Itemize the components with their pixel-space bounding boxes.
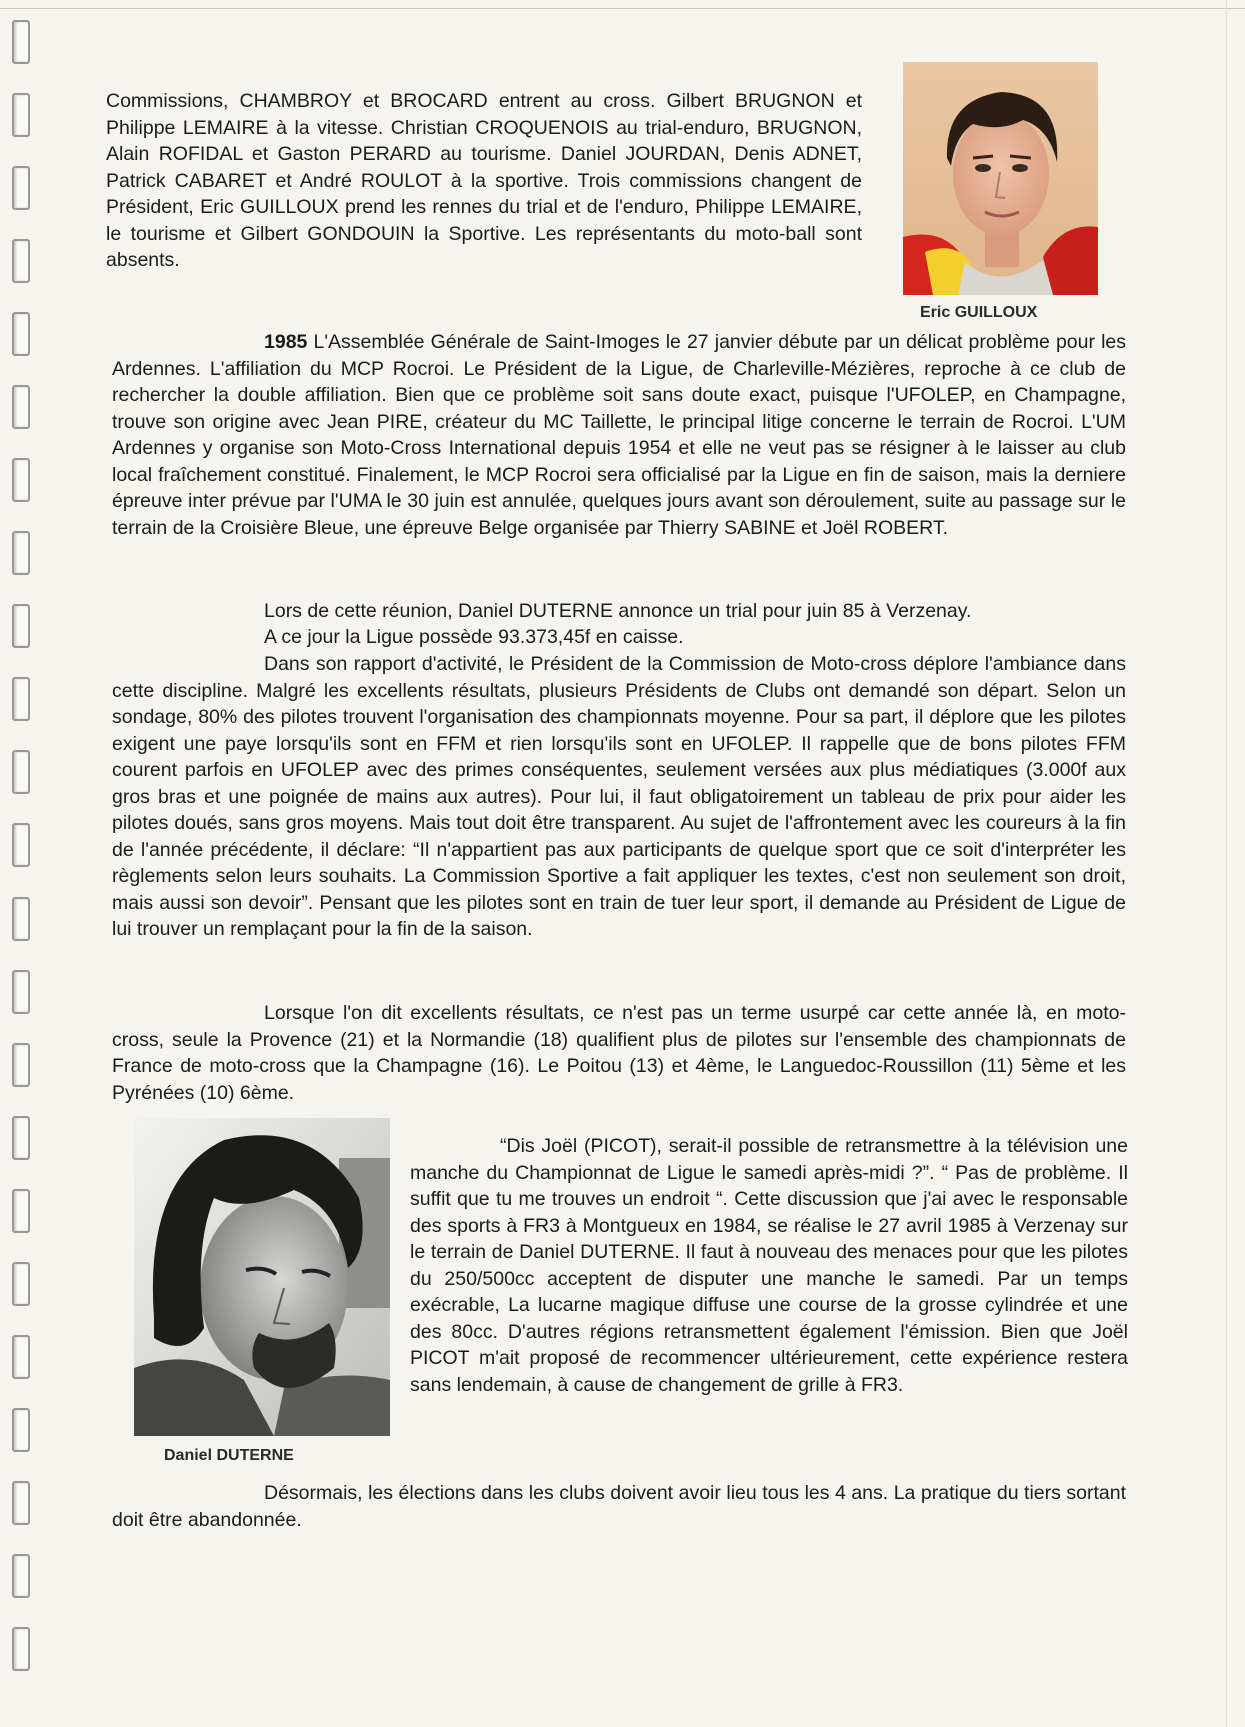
portrait-photo-daniel-duterne	[134, 1118, 390, 1436]
top-edge-line	[0, 8, 1245, 9]
paragraph-elections-clubs: Désormais, les élections dans les clubs doivent avoir lieu tous les 4 ans. La pratique du tiers sortant doit être abandonnée.	[112, 1482, 1126, 1531]
binding-hole	[12, 1335, 30, 1379]
binding-hole	[12, 166, 30, 210]
photo-caption-eric-guilloux: Eric GUILLOUX	[920, 304, 1038, 321]
binding-hole	[12, 20, 30, 64]
binding-hole	[12, 897, 30, 941]
binding-hole	[12, 750, 30, 794]
binding-hole	[12, 1262, 30, 1306]
year-1985: 1985	[264, 331, 308, 353]
binding-hole	[12, 458, 30, 502]
section-1985-text: L'Assemblée Générale de Saint-Imoges le 27 janvier débute par un délicat problème pour les Ardennes. L'affiliation du MCP Rocroi. Le Président de la Ligue, de Charleville-Mézières, reproche à ce club de rechercher la double affiliation. Bien que ce problème soit sans doute exact, puisque l'UFOLEP, en Champagne, trouve son origine avec Jean PIRE, créateur du MC Taillette, le principal litige concerne le terrain de Rocroi. L'UM Ardennes y organise son Moto-Cross International depuis 1954 et elle ne veut pas se résigner à le laisser au club local fraîchement constitué. Finalement, le MCP Rocroi sera officialisé par la Ligue en fin de saison, mais la derniere épreuve inter prévue par l'UMA le 30 juin est annulée, quelques jours avant son déroulement, suite au passage sur le terrain de la Croisière Bleue, une épreuve Belge organisée par Thierry SABINE et Joël ROBERT.	[112, 331, 1126, 539]
binding-hole	[12, 1408, 30, 1452]
photo-caption-daniel-duterne: Daniel DUTERNE	[164, 1447, 294, 1464]
binding-hole	[12, 1481, 30, 1525]
binding-hole	[12, 1189, 30, 1233]
section-1985-paragraph	[112, 329, 1126, 541]
binding-hole	[12, 1116, 30, 1160]
binding-hole	[12, 1043, 30, 1087]
binding-hole	[12, 93, 30, 137]
binding-hole	[12, 677, 30, 721]
ring-binding	[12, 20, 36, 1720]
binding-hole	[12, 239, 30, 283]
binding-hole	[12, 604, 30, 648]
binding-hole	[12, 312, 30, 356]
paragraph-trial-announcement: Lors de cette réunion, Daniel DUTERNE annonce un trial pour juin 85 à Verzenay.	[264, 600, 972, 622]
binding-hole	[12, 970, 30, 1014]
binding-hole	[12, 385, 30, 429]
paragraph-excellents-resultats: Lorsque l'on dit excellents résultats, ce n'est pas un terme usurpé car cette année là, en moto-cross, seule la Provence (21) et la Normandie (18) qualifient plus de pilotes sur l'ensemble des championnats de France de moto-cross que la Champagne (16). Le Poitou (13) et 4ème, le Languedoc-Roussillon (11) 5ème et les Pyrénées (10) 6ème.	[112, 1002, 1126, 1104]
portrait-photo-eric-guilloux	[903, 62, 1098, 295]
binding-hole	[12, 1627, 30, 1671]
intro-paragraph: Commissions, CHAMBROY et BROCARD entrent au cross. Gilbert BRUGNON et Philippe LEMAIRE à la vitesse. Christian CROQUENOIS au trial-enduro, BRUGNON, Alain ROFIDAL et Gaston PERARD au tourisme. Daniel JOURDAN, Denis ADNET, Patrick CABARET et André ROULOT à la sportive. Trois commissions changent de Président, Eric GUILLOUX prend les rennes du trial et de l'enduro, Philippe LEMAIRE, le tourisme et Gilbert GONDOUIN la Sportive. Les représentants du moto-ball sont absents.	[106, 90, 862, 271]
binding-hole	[12, 1554, 30, 1598]
binding-hole	[12, 823, 30, 867]
paragraph-ligue-caisse: A ce jour la Ligue possède 93.373,45f en caisse.	[264, 626, 684, 648]
binding-hole	[12, 531, 30, 575]
right-edge-line	[1226, 0, 1227, 1727]
paragraph-television-fr3: “Dis Joël (PICOT), serait-il possible de retransmettre à la télévision une manche du Championnat de Ligue le samedi après-midi ?”. “ Pas de problème. Il suffit que tu me trouves un endroit “. Cette discussion que j'ai avec le responsable des sports à FR3 à Montgueux en 1984, se réalise le 27 avril 1985 à Verzenay sur le terrain de Daniel DUTERNE. Il faut à nouveau des menaces pour que les pilotes du 250/500cc acceptent de disputer une manche le samedi. Par un temps exécrable, La lucarne magique diffuse une course de la grosse cylindrée et une des 80cc. D'autres régions retransmettent également l'émission. Bien que Joël PICOT m'ait proposé de recommencer ultérieurement, cette expérience restera sans lendemain, à cause de changement de grille à FR3.	[410, 1135, 1128, 1396]
paragraph-rapport-moto-cross: Dans son rapport d'activité, le Président de la Commission de Moto-cross déplore l'ambiance dans cette discipline. Malgré les excellents résultats, plusieurs Présidents de Clubs ont demandé son départ. Selon un sondage, 80% des pilotes trouvent l'organisation des championnats moyenne. Pour sa part, il déplore que les pilotes exigent une paye lorsqu'ils sont en FFM et rien lorsqu'ils sont en UFOLEP. Il rappelle que de bons pilotes FFM courent parfois en UFOLEP avec des primes conséquentes, seulement versées aux plus médiatiques (3.000f aux gros bras et une poignée de mains aux autres). Pour lui, il faut obligatoirement un tableau de prix pour aider les pilotes doués, sans gros moyens. Mais tout doit être transparent. Au sujet de l'affrontement avec les coureurs à la fin de l'année précédente, il déclare: “Il n'appartient pas aux participants de quelque sport que ce soit d'interpréter les règlements selon leurs souhaits. La Commission Sportive a fait appliquer les textes, c'est non seulement son droit, mais aussi son devoir”. Pensant que les pilotes sont en train de tuer leur sport, il demande au Président de Ligue de lui trouver un remplaçant pour la fin de la saison.	[112, 653, 1126, 940]
